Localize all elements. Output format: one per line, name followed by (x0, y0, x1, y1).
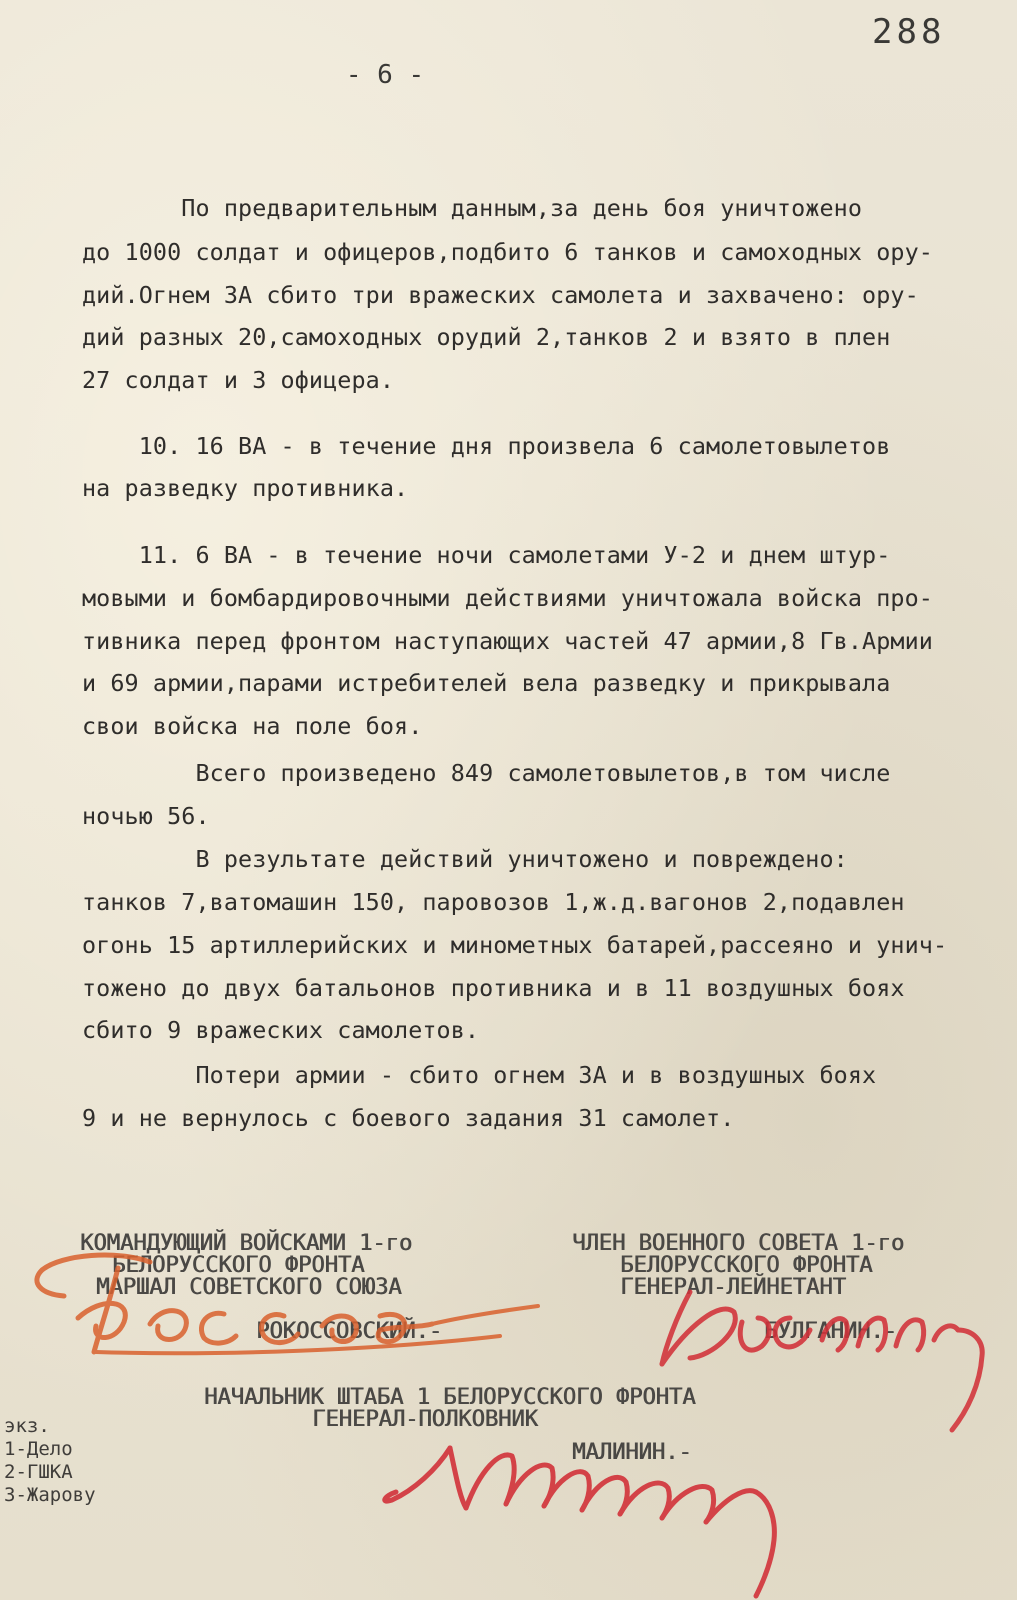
handwritten-signature-malinin (385, 1448, 775, 1596)
body-line: танков 7,ватомашин 150, паровозов 1,ж.д.вагонов 2,подавлен (82, 888, 905, 916)
body-line: 10. 16 ВА - в течение дня произвела 6 самолетовылетов (82, 432, 891, 460)
body-line: 9 и не вернулось с боевого задания 31 самолет. (82, 1104, 735, 1132)
distribution-item: 1-Дело (4, 1438, 73, 1460)
signatory-name: БУЛГАНИН.- (764, 1318, 897, 1344)
body-line: и 69 армии,парами истребителей вела разведку и прикрывала (82, 669, 891, 697)
signatory-title: БЕЛОРУССКОГО ФРОНТА (620, 1252, 873, 1278)
body-line: до 1000 солдат и офицеров,подбито 6 танков и самоходных ору- (82, 238, 933, 266)
signatory-title: ГЕНЕРАЛ-ПОЛКОВНИК (312, 1406, 538, 1432)
body-line: По предварительным данным,за день боя уничтожено (82, 194, 863, 222)
signatory-name: РОКОССОВСКИЙ.- (256, 1318, 442, 1344)
signatory-title: НАЧАЛЬНИК ШТАБА 1 БЕЛОРУССКОГО ФРОНТА (204, 1384, 696, 1410)
body-line: дий.Огнем ЗА сбито три вражеских самолета и захвачено: ору- (82, 281, 919, 309)
signatory-name: МАЛИНИН.- (572, 1439, 692, 1465)
signatory-title: БЕЛОРУССКОГО ФРОНТА (112, 1252, 365, 1278)
handwritten-signature-bulganin (662, 1292, 982, 1430)
body-line: 11. 6 ВА - в течение ночи самолетами У-2 и днем штур- (82, 541, 891, 569)
body-line: Потери армии - сбито огнем ЗА и в воздушных боях (82, 1061, 877, 1089)
body-line: ночью 56. (82, 802, 210, 830)
body-line: сбито 9 вражеских самолетов. (82, 1016, 480, 1044)
body-line: мовыми и бомбардировочными действиями уничтожала войска про- (82, 584, 933, 612)
distribution-item: 3-Жарову (4, 1484, 96, 1506)
body-line: В результате действий уничтожено и повреждено: (82, 845, 848, 873)
body-line: тожено до двух батальонов противника и в 11 воздушных боях (82, 974, 905, 1002)
distribution-item: 2-ГШКА (4, 1461, 73, 1483)
signatory-title: КОМАНДУЮЩИЙ ВОЙСКАМИ 1-го (80, 1230, 413, 1256)
page-number: 288 (872, 12, 946, 52)
signatory-title: МАРШАЛ СОВЕТСКОГО СОЮЗА (96, 1274, 402, 1300)
signatory-title: ГЕНЕРАЛ-ЛЕЙНЕТАНТ (620, 1274, 846, 1300)
body-line: 27 солдат и 3 офицера. (82, 366, 395, 394)
body-line: на разведку противника. (82, 474, 409, 502)
body-line: огонь 15 артиллерийских и минометных батарей,рассеяно и унич- (82, 931, 948, 959)
body-line: дий разных 20,самоходных орудий 2,танков 2 и взято в плен (82, 323, 891, 351)
distribution-item: экз. (4, 1415, 50, 1437)
body-line: Всего произведено 849 самолетовылетов,в том числе (82, 759, 891, 787)
signatory-title: ЧЛЕН ВОЕННОГО СОВЕТА 1-го (572, 1230, 905, 1256)
folio: - 6 - (345, 60, 425, 90)
body-line: свои войска на поле боя. (82, 712, 423, 740)
body-line: тивника перед фронтом наступающих частей 47 армии,8 Гв.Армии (82, 627, 933, 655)
